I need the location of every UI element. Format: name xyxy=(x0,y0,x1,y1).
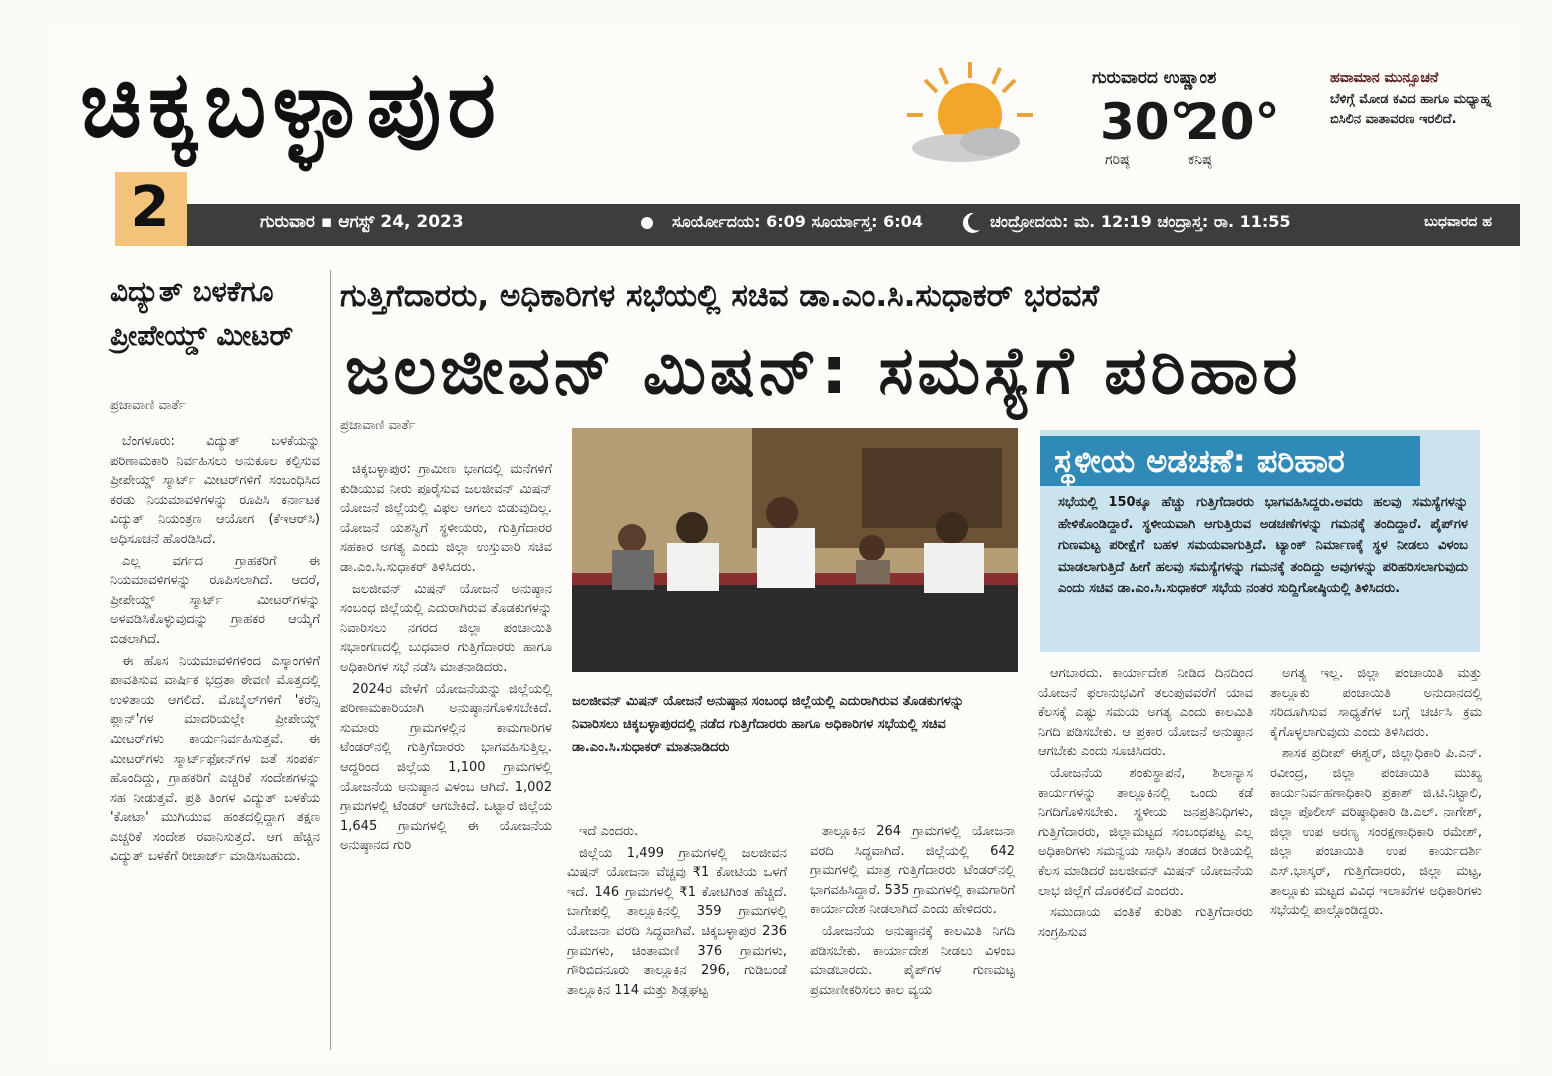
story-column-4 xyxy=(1038,664,1253,1054)
moon-icon xyxy=(958,210,982,234)
min-label: ಕನಿಷ್ಠ xyxy=(1188,152,1212,168)
story-paragraph: ಇದೆ ಎಂದರು. xyxy=(579,824,639,839)
max-label: ಗರಿಷ್ಠ xyxy=(1105,152,1130,168)
brief-paragraph: ಈ ಹೊಸ ನಿಯಮಾವಳಿಗಳಿಂದ ಎಸ್ಕಾಂಗಳಿಗೆ ಪಾವತಿಸುವ ವಾರ್ಷಿಕ ಭದ್ರತಾ ಠೇವಣಿ ಮೊತ್ತದಲ್ಲಿ ಉಳಿತಾಯ ಆಗಲಿದೆ. ಮೊಬೈಲ್‌ಗಳಿಗೆ 'ಕರೆನ್ಸಿ ಪ್ಲಾನ್'ಗಳ ಮಾದರಿಯಲ್ಲೇ ಪ್ರೀಪೇಯ್ಡ್ ಮೀಟರ್‌ಗಳು ಕಾರ್ಯನಿರ್ವಹಿಸುತ್ತವೆ. ಈ ಮೀಟರ್‌ಗಳು ಸ್ಮಾರ್ಟ್‌ಫೋನ್‌ಗಳ ಜತೆ ಸಂಪರ್ಕ ಹೊಂದಿದ್ದು, ಗ್ರಾಹಕರಿಗೆ ಎಚ್ಚರಿಕೆ ಸಂದೇಶಗಳನ್ನು ಸಹ ನೀಡುತ್ತವೆ. ಪ್ರತಿ ತಿಂಗಳ ವಿದ್ಯುತ್ ಬಳಕೆಯ 'ಕೋಟಾ' ಮುಗಿಯುವ ಹಂತದಲ್ಲಿದ್ದಾಗ ತಕ್ಷಣ ಎಚ್ಚರಿಕೆ ಸಂದೇಶ ರವಾನಿಸುತ್ತದೆ. ಆಗ ಹೆಚ್ಚಿನ ವಿದ್ಯುತ್ ಬಳಕೆಗೆ ರೀಚಾರ್ಜ್ ಮಾಡಿಸಬಹುದು. xyxy=(110,653,320,865)
story-paragraph: ಚಿಕ್ಕಬಳ್ಳಾಪುರ: ಗ್ರಾಮೀಣ ಭಾಗದಲ್ಲಿ ಮನೆಗಳಿಗೆ ಕುಡಿಯುವ ನೀರು ಪೂರೈಸುವ ಜಲಜೀವನ್ ಮಿಷನ್ ಯೋಜನೆ ಜಿಲ್ಲೆಯಲ್ಲಿ ವಿಫಲ ಆಗಲು ಬಿಡುವುದಿಲ್ಲ. ಯೋಜನೆ ಯಶಸ್ವಿಗೆ ಸ್ಥಳೀಯರು, ಗುತ್ತಿಗೆದಾರರ ಸಹಕಾರ ಅಗತ್ಯ ಎಂದು ಜಿಲ್ಲಾ ಉಸ್ತುವಾರಿ ಸಚಿವ ಡಾ.ಎಂ.ಸಿ.ಸುಧಾಕರ್ ತಿಳಿಸಿದರು. xyxy=(340,462,552,575)
story-paragraph: ಅಗತ್ಯ ಇಲ್ಲ. ಜಿಲ್ಲಾ ಪಂಚಾಯಿತಿ ಮತ್ತು ತಾಲ್ಲೂಕು ಪಂಚಾಯಿತಿ ಅನುದಾನದಲ್ಲಿ ಸರಿದೂಗಿಸುವ ಸಾಧ್ಯತೆಗಳ ಬಗ್ಗೆ ಚರ್ಚಿಸಿ ಕ್ರಮ ಕೈಗೊಳ್ಳಲಾಗುವುದು ಎಂದು ತಿಳಿಸಿದರು. xyxy=(1270,666,1482,740)
sidebar-text: ಸಭೆಯಲ್ಲಿ 150ಕ್ಕೂ ಹೆಚ್ಚು ಗುತ್ತಿಗೆದಾರರು ಭಾಗವಹಿಸಿದ್ದರು.ಅವರು ಹಲವು ಸಮಸ್ಯೆಗಳನ್ನು ಹೇಳಿಕೊಂಡಿದ್ದಾರೆ. ಸ್ಥಳೀಯವಾಗಿ ಆಗುತ್ತಿರುವ ಅಡಚಣೆಗಳನ್ನು ಗಮನಕ್ಕೆ ತಂದಿದ್ದಾರೆ. ಪೈಪ್‌ಗಳ ಗುಣಮಟ್ಟ ಪರೀಕ್ಷೆಗೆ ಬಹಳ ಸಮಯವಾಗುತ್ತಿದೆ. ಟ್ಯಾಂಕ್ ನಿರ್ಮಾಣಕ್ಕೆ ಸ್ಥಳ ನೀಡಲು ವಿಳಂಬ ಮಾಡಲಾಗುತ್ತಿದೆ ಹೀಗೆ ಹಲವು ಸಮಸ್ಯೆಗಳನ್ನು ಗಮನಕ್ಕೆ ತಂದಿದ್ದು ಅವುಗಳನ್ನು ಪರಿಹರಿಸಲಾಗುವುದು ಎಂದು ಸಚಿವ ಡಾ.ಎಂ.ಸಿ.ಸುಧಾಕರ್ ಸಭೆಯ ನಂತರ ಸುದ್ದಿಗೋಷ್ಠಿಯಲ್ಲಿ ತಿಳಿಸಿದರು. xyxy=(1058,495,1468,596)
story-headline: ಜಲಜೀವನ್ ಮಿಷನ್: ಸಮಸ್ಯೆಗೆ ಪರಿಹಾರ xyxy=(345,332,1302,409)
max-temperature: 30° xyxy=(1100,93,1195,151)
brief-headline: ವಿದ್ಯುತ್ ಬಳಕೆಗೂ ಪ್ರೀಪೇಯ್ಡ್ ಮೀಟರ್ xyxy=(110,275,294,352)
moonrise-moonset: ಚಂದ್ರೋದಯ: ಮ. 12:19 ಚಂದ್ರಾಸ್ತ: ರಾ. 11:55 xyxy=(990,212,1291,231)
forecast-text: ಬೆಳಿಗ್ಗೆ ಮೋಡ ಕವಿದ ಹಾಗೂ ಮಧ್ಯಾಹ್ನ ಬಿಸಿಲಿನ ವಾತಾವರಣ ಇರಲಿದೆ. xyxy=(1330,92,1492,127)
story-column-2 xyxy=(567,822,787,1052)
next-day-teaser: ಬುಧವಾರದ ಹ xyxy=(1424,214,1492,230)
story-paragraph: ಆಗಬಾರದು. ಕಾರ್ಯಾದೇಶ ನೀಡಿದ ದಿನದಿಂದ ಯೋಜನೆ ಫಲಾನುಭವಿಗೆ ತಲುಪುವವರೆಗೆ ಯಾವ ಕೆಲಸಕ್ಕೆ ಎಷ್ಟು ಸಮಯ ಅಗತ್ಯ ಎಂದು ಕಾಲಮಿತಿ ನಿಗದಿ ಪಡಿಸಬೇಕು. ಆ ಪ್ರಕಾರ ಯೋಜನೆ ಅನುಷ್ಠಾನ ಆಗಬೇಕು ಎಂದು ಸೂಚಿಸಿದರು. xyxy=(1038,666,1253,760)
photo-caption: ಜಲಜೀವನ್ ಮಿಷನ್ ಯೋಜನೆ ಅನುಷ್ಠಾನ ಸಂಬಂಧ ಜಿಲ್ಲೆಯಲ್ಲಿ ಎದುರಾಗಿರುವ ತೊಡಕುಗಳನ್ನು ನಿವಾರಿಸಲು ಚಿಕ್ಕಬಳ್ಳಾಪುರದಲ್ಲಿ ನಡೆದ ಗುತ್ತಿಗೆದಾರರು ಹಾಗೂ ಅಧಿಕಾರಿಗಳ ಸಭೆಯಲ್ಲಿ ಸಚಿವ ಡಾ.ಎಂ.ಸಿ.ಸುಧಾಕರ್ ಮಾತನಾಡಿದರು xyxy=(572,694,964,755)
min-temperature: 20° xyxy=(1185,93,1280,151)
column-rule xyxy=(330,270,331,1050)
sidebar-title: ಸ್ಥಳೀಯ ಅಡಚಣೆ: ಪರಿಹಾರ xyxy=(1040,436,1420,486)
weather-day-label: ಗುರುವಾರದ ಉಷ್ಣಾಂಶ xyxy=(1092,68,1217,88)
story-paragraph: ಯೋಜನೆಯ ಶಂಕುಸ್ಥಾಪನೆ, ಶಿಲಾನ್ಯಾಸ ಕಾರ್ಯಗಳನ್ನು ತಾಲ್ಲೂಕಿನಲ್ಲಿ ಒಂದು ಕಡೆ ನಿಗದಿಗೊಳಿಸಬೇಕು. ಸ್ಥಳೀಯ ಜನಪ್ರತಿನಿಧಿಗಳು, ಗುತ್ತಿಗೆದಾರರು, ಜಿಲ್ಲಾಮಟ್ಟದ ಸಂಬಂಧಪಟ್ಟ ಎಲ್ಲ ಅಧಿಕಾರಿಗಳು ಸಮನ್ವಯ ಸಾಧಿಸಿ ತಂಡದ ರೀತಿಯಲ್ಲಿ ಕೆಲಸ ಮಾಡಿದರೆ ಜಲಜೀವನ್ ಮಿಷನ್ ಯೋಜನೆಯ ಲಾಭ ಜಿಲ್ಲೆಗೆ ದೊರಕಲಿದೆ ಎಂದರು. xyxy=(1038,765,1253,899)
story-paragraph: ಶಾಸಕ ಪ್ರದೀಪ್ ಈಶ್ವರ್, ಜಿಲ್ಲಾಧಿಕಾರಿ ಪಿ.ಎನ್. ರವೀಂದ್ರ, ಜಿಲ್ಲಾ ಪಂಚಾಯಿತಿ ಮುಖ್ಯ ಕಾರ್ಯನಿರ್ವಹಣಾಧಿಕಾರಿ ಪ್ರಕಾಶ್ ಜಿ.ಟಿ.ನಿಟ್ಟಾಲಿ, ಜಿಲ್ಲಾ ಪೊಲೀಸ್ ವರಿಷ್ಠಾಧಿಕಾರಿ ಡಿ.ಎಲ್. ನಾಗೇಶ್, ಜಿಲ್ಲಾ ಉಪ ಅರಣ್ಯ ಸಂರಕ್ಷಣಾಧಿಕಾರಿ ರಮೇಶ್, ಜಿಲ್ಲಾ ಪಂಚಾಯಿತಿ ಉಪ ಕಾರ್ಯದರ್ಶಿ ಎಸ್.ಭಾಸ್ಕರ್, ಗುತ್ತಿಗೆದಾರರು, ಜಿಲ್ಲಾ ಮಟ್ಟ, ತಾಲ್ಲೂಕು ಮಟ್ಟದ ವಿವಿಧ ಇಲಾಖೆಗಳ ಅಧಿಕಾರಿಗಳು ಸಭೆಯಲ್ಲಿ ಪಾಲ್ಗೊಂಡಿದ್ದರು. xyxy=(1270,746,1482,919)
story-column-1 xyxy=(340,460,552,1050)
story-column-3 xyxy=(810,822,1015,1052)
issue-date: ಗುರುವಾರ ▪ ಆಗಸ್ಟ್ 24, 2023 xyxy=(260,212,464,232)
page-number: 2 xyxy=(130,175,170,240)
story-byline: ಪ್ರಜಾವಾಣಿ ವಾರ್ತೆ xyxy=(340,418,416,433)
sun-cloud-icon xyxy=(905,60,1035,170)
story-paragraph: ತಾಲ್ಲೂಕಿನ 264 ಗ್ರಾಮಗಳಲ್ಲಿ ಯೋಜನಾ ವರದಿ ಸಿದ್ಧವಾಗಿದೆ. ಜಿಲ್ಲೆಯಲ್ಲಿ 642 ಗ್ರಾಮಗಳಲ್ಲಿ ಮಾತ್ರ ಗುತ್ತಿಗೆದಾರರು ಟೆಂಡರ್‌ನಲ್ಲಿ ಭಾಗವಹಿಸಿದ್ದಾರೆ. 535 ಗ್ರಾಮಗಳಲ್ಲಿ ಕಾಮಗಾರಿಗೆ ಕಾರ್ಯಾದೇಶ ನೀಡಲಾಗಿದೆ ಎಂದು ಹೇಳಿದರು. xyxy=(810,824,1015,918)
meeting-photo xyxy=(572,428,1018,672)
sunrise-sunset: ಸೂರ್ಯೋದಯ: 6:09 ಸೂರ್ಯಾಸ್ತ: 6:04 xyxy=(672,212,923,231)
story-paragraph: 2024ರ ವೇಳೆಗೆ ಯೋಜನೆಯನ್ನು ಜಿಲ್ಲೆಯಲ್ಲಿ ಪರಿಣಾಮಕಾರಿಯಾಗಿ ಅನುಷ್ಠಾನಗೊಳಿಸಬೇಕಿದೆ. ಸುಮಾರು ಗ್ರಾಮಗಳಲ್ಲಿನ ಕಾಮಗಾರಿಗಳ ಟೆಂಡರ್‌ನಲ್ಲಿ ಗುತ್ತಿಗೆದಾರರು ಭಾಗವಹಿಸುತ್ತಿಲ್ಲ. ಆದ್ದರಿಂದ ಜಿಲ್ಲೆಯ 1,100 ಗ್ರಾಮಗಳಲ್ಲಿ ಯೋಜನೆಯ ಅನುಷ್ಠಾನ ವಿಳಂಬ ಆಗಿದೆ. 1,002 ಗ್ರಾಮಗಳಲ್ಲಿ ಟೆಂಡರ್ ಆಗಬೇಕಿದೆ. ಒಟ್ಟಾರೆ ಜಿಲ್ಲೆಯ 1,645 ಗ್ರಾಮಗಳಲ್ಲಿ ಈ ಯೋಜನೆಯ ಅನುಷ್ಠಾನದ ಗುರಿ xyxy=(340,681,552,854)
masthead-title: ಚಿಕ್ಕಬಳ್ಳಾಪುರ xyxy=(80,51,503,158)
story-paragraph: ಜಿಲ್ಲೆಯ 1,499 ಗ್ರಾಮಗಳಲ್ಲಿ ಜಲಜೀವನ ಮಿಷನ್ ಯೋಜನಾ ವೆಚ್ಚವು ₹1 ಕೋಟಿಯ ಒಳಗೆ ಇದೆ. 146 ಗ್ರಾಮಗಳಲ್ಲಿ ₹1 ಕೋಟಿಗಿಂತ ಹೆಚ್ಚಿದೆ. ಬಾಗೇಪಲ್ಲಿ ತಾಲ್ಲೂಕಿನಲ್ಲಿ 359 ಗ್ರಾಮಗಳಲ್ಲಿ ಯೋಜನಾ ವರದಿ ಸಿದ್ಧವಾಗಿವೆ. ಚಿಕ್ಕಬಳ್ಳಾಪುರ 236 ಗ್ರಾಮಗಳು, ಚಿಂತಾಮಣಿ 376 ಗ್ರಾಮಗಳು, ಗೌರಿಬಿದನೂರು ತಾಲ್ಲೂಕಿನ 296, ಗುಡಿಬಂಡೆ ತಾಲ್ಲೂಕಿನ 114 ಮತ್ತು ಶಿಡ್ಲಘಟ್ಟ xyxy=(567,845,787,998)
story-paragraph: ಸಮುದಾಯ ವಂತಿಕೆ ಕುರಿತು ಗುತ್ತಿಗೆದಾರರು ಸಂಗ್ರಹಿಸುವ xyxy=(1038,905,1253,940)
brief-paragraph: ಬೆಂಗಳೂರು: ವಿದ್ಯುತ್ ಬಳಕೆಯನ್ನು ಪರಿಣಾಮಕಾರಿ ನಿರ್ವಹಿಸಲು ಅನುಕೂಲ ಕಲ್ಪಿಸುವ ಪ್ರೀಪೇಯ್ಡ್ ಸ್ಮಾರ್ಟ್ ಮೀಟರ್‌ಗಳಿಗೆ ಸಂಬಂಧಿಸಿದ ಕರಡು ನಿಯಮಾವಳಿಗಳನ್ನು ರೂಪಿಸಿ ಕರ್ನಾಟಕ ವಿದ್ಯುತ್ ನಿಯಂತ್ರಣ ಆಯೋಗ (ಕೆಇಆರ್‌ಸಿ) ಅಧಿಸೂಚನೆ ಹೊರಡಿಸಿದೆ. xyxy=(110,434,320,547)
brief-body xyxy=(110,432,320,1042)
story-paragraph: ಯೋಜನೆಯ ಅನುಷ್ಠಾನಕ್ಕೆ ಕಾಲಮಿತಿ ನಿಗದಿ ಪಡಿಸಬೇಕು. ಕಾರ್ಯಾದೇಶ ನೀಡಲು ವಿಳಂಬ ಮಾಡಬಾರದು. ಪೈಪ್‌ಗಳ ಗುಣಮಟ್ಟ ಪ್ರಮಾಣೀಕರಿಸಲು ಕಾಲ ವ್ಯಯ xyxy=(810,923,1015,998)
brief-byline: ಪ್ರಜಾವಾಣಿ ವಾರ್ತೆ xyxy=(110,398,186,413)
story-column-5 xyxy=(1270,664,1482,1054)
sun-icon xyxy=(638,214,656,232)
brief-paragraph: ಎಲ್ಲ ವರ್ಗದ ಗ್ರಾಹಕರಿಗೆ ಈ ನಿಯಮಾವಳಿಗಳನ್ನು ರೂಪಿಸಲಾಗಿದೆ. ಆದರೆ, ಪ್ರೀಪೇಯ್ಡ್ ಸ್ಮಾರ್ಟ್ ಮೀಟರ್‌ಗಳನ್ನು ಅಳವಡಿಸಿಕೊಳ್ಳುವುದನ್ನು ಗ್ರಾಹಕರ ಆಯ್ಕೆಗೆ ಬಿಡಲಾಗಿದೆ. xyxy=(110,553,320,647)
meeting-photo-illustration xyxy=(572,428,1018,672)
story-kicker: ಗುತ್ತಿಗೆದಾರರು, ಅಧಿಕಾರಿಗಳ ಸಭೆಯಲ್ಲಿ ಸಚಿವ ಡಾ.ಎಂ.ಸಿ.ಸುಧಾಕರ್ ಭರವಸೆ xyxy=(340,278,1100,314)
forecast-title: ಹವಾಮಾನ ಮುನ್ಸೂಚನೆ xyxy=(1330,70,1439,86)
story-paragraph: ಜಲಜೀವನ್ ಮಿಷನ್ ಯೋಜನೆ ಅನುಷ್ಠಾನ ಸಂಬಂಧ ಜಿಲ್ಲೆಯಲ್ಲಿ ಎದುರಾಗಿರುವ ತೊಡಕುಗಳನ್ನು ನಿವಾರಿಸಲು ನಗರದ ಜಿಲ್ಲಾ ಪಂಚಾಯಿತಿ ಸಭಾಂಗಣದಲ್ಲಿ ಬುಧವಾರ ಗುತ್ತಿಗೆದಾರರು ಹಾಗೂ ಅಧಿಕಾರಿಗಳ ಸಭೆ ನಡೆಸಿ ಮಾತನಾಡಿದರು. xyxy=(340,581,552,675)
